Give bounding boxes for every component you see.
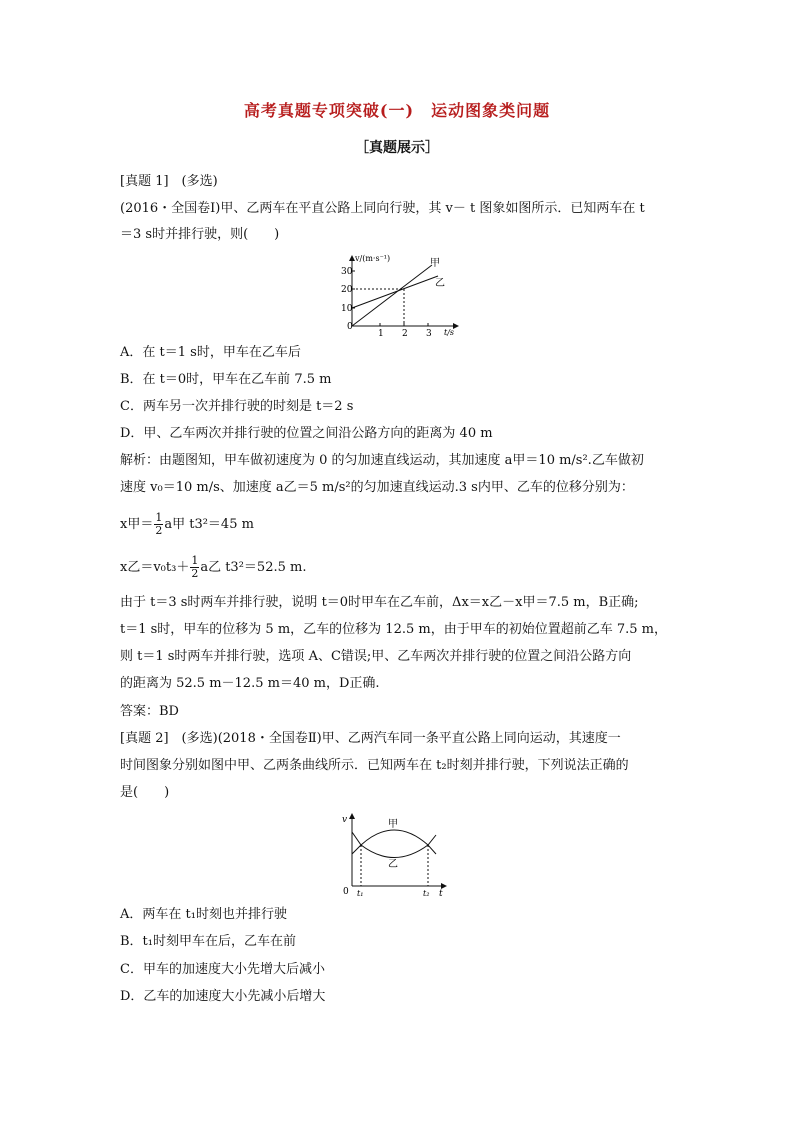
q2-t1-label: t₁ (357, 889, 364, 898)
q1-line-yi (352, 276, 438, 308)
q1-stem-line2: ＝3 s时并排行驶，则( ) (120, 227, 280, 242)
q2-option-a: A．两车在 t₁时刻也并排行驶 (120, 907, 287, 922)
q2-label-yi: 乙 (388, 859, 398, 870)
q2-ylabel: v (342, 815, 348, 825)
eq1-right: a甲 t3²＝45 m (164, 517, 254, 532)
q1-xtick-2: 2 (402, 329, 408, 336)
q1-option-b: B．在 t＝0时，甲车在乙车前 7.5 m (120, 372, 332, 387)
q1-equation-1 (120, 512, 254, 537)
q2-curve-yi (352, 832, 436, 858)
section-heading: ［真题展示］ (355, 140, 439, 156)
q2-option-d: D．乙车的加速度大小先减小后增大 (120, 989, 326, 1004)
q1-analysis-line2: 速度 v₀＝10 m/s、加速度 a乙＝5 m/s²的匀加速直线运动.3 s内甲、乙车的位移分别为： (120, 480, 634, 495)
q1-xtick-3: 3 (426, 329, 432, 336)
q1-option-d: D．甲、乙车两次并排行驶的位置之间沿公路方向的距离为 40 m (120, 426, 493, 441)
eq2-left: x乙＝v₀t₃＋ (120, 560, 190, 575)
q2-curve-jia (352, 830, 436, 854)
eq2-fraction: $\frac{1}{2}$ (191, 554, 199, 580)
q2-vt-graph (338, 810, 458, 898)
q1-equation-2 (120, 555, 306, 580)
q1-analysis-line5: 由于 t＝3 s时两车并排行驶，说明 t＝0时甲车在乙车前，Δx＝x乙－x甲＝7.5 m，B正确; (120, 595, 639, 610)
q2-label-jia: 甲 (388, 819, 398, 830)
q2-stem-line1: [真题 2] (多选)(2018・全国卷Ⅱ)甲、乙两汽车同一条平直公路上同向运动，其速度一 (120, 731, 621, 746)
q1-answer: 答案：BD (120, 704, 179, 719)
q2-stem-line3: 是( ) (120, 785, 170, 800)
q1-option-c: C．两车另一次并排行驶的时刻是 t＝2 s (120, 399, 354, 414)
q1-tag: [真题 1] (多选) (120, 174, 218, 189)
q1-xlabel: t/s (444, 328, 455, 336)
q1-label-jia: 甲 (430, 258, 440, 269)
q2-stem-line2: 时间图象分别如图中甲、乙两条曲线所示．已知两车在 t₂时刻并排行驶，下列说法正确的 (120, 758, 629, 773)
q1-origin: 0 (347, 322, 353, 332)
q1-analysis-line6: t＝1 s时，甲车的位移为 5 m，乙车的位移为 12.5 m，由于甲车的初始位置超前乙车 7.5 m， (120, 622, 667, 637)
q1-xtick-1: 1 (378, 329, 384, 336)
q1-analysis-line1: 解析：由题图知，甲车做初速度为 0 的匀加速直线运动，其加速度 a甲＝10 m/s².乙车做初 (120, 453, 644, 468)
q1-ytick-10: 10 (341, 304, 353, 314)
eq1-left: x甲＝ (120, 517, 154, 532)
q2-option-c: C．甲车的加速度大小先增大后减小 (120, 962, 325, 977)
q1-line-jia (352, 265, 432, 326)
q1-ytick-20: 20 (341, 285, 353, 295)
q1-ytick-30: 30 (341, 267, 353, 277)
q2-xlabel: t (439, 889, 443, 898)
eq1-fraction: $\frac{1}{2}$ (155, 511, 163, 537)
q1-option-a: A．在 t＝1 s时，甲车在乙车后 (120, 345, 301, 360)
page-title: 高考真题专项突破(一) 运动图象类问题 (243, 101, 551, 120)
q1-stem-line1: (2016・全国卷Ⅰ)甲、乙两车在平直公路上同向行驶，其 v－ t 图象如图所示．已知两车在 t (120, 201, 645, 216)
q2-option-b: B．t₁时刻甲车在后，乙车在前 (120, 934, 296, 949)
q1-ylabel: v/(m·s⁻¹) (355, 254, 391, 263)
q2-origin: 0 (343, 887, 349, 897)
q1-analysis-line7: 则 t＝1 s时两车并排行驶，选项 A、C错误;甲、乙车两次并排行驶的位置之间沿公路方向 (120, 649, 632, 664)
q1-label-yi: 乙 (435, 278, 445, 289)
eq2-right: a乙 t3²＝52.5 m. (200, 560, 307, 575)
q1-vt-graph (330, 250, 470, 336)
q2-t2-label: t₂ (423, 889, 430, 898)
q1-analysis-line8: 的距离为 52.5 m－12.5 m＝40 m，D正确. (120, 676, 380, 691)
